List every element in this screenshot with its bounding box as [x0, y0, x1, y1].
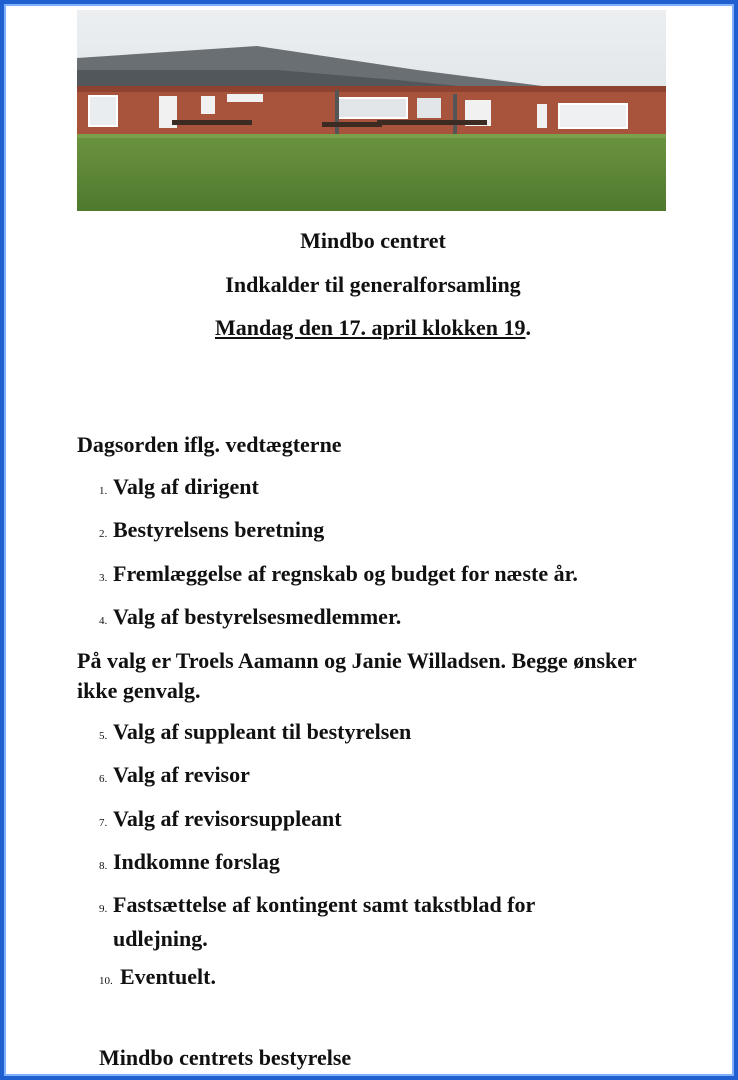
- agenda-item: [99, 717, 699, 751]
- agenda-item-text: Fastsættelse af kontingent samt takstblad for: [113, 892, 536, 917]
- agenda-item-text: Valg af dirigent: [113, 474, 259, 499]
- agenda-item-number: 4.: [99, 615, 108, 627]
- agenda-item: [99, 472, 699, 506]
- agenda-item-number: 7.: [99, 817, 108, 829]
- meeting-date: [4, 315, 738, 341]
- agenda-item-number: 8.: [99, 860, 108, 872]
- agenda-item-number: 3.: [99, 572, 108, 584]
- agenda-item-text: Valg af bestyrelsesmedlemmer.: [113, 604, 402, 629]
- agenda-item: [99, 515, 699, 549]
- agenda-item: [99, 962, 699, 996]
- agenda-item-text: Indkomne forslag: [113, 849, 280, 874]
- agenda-item: [99, 559, 699, 593]
- agenda-item: [99, 804, 699, 838]
- meeting-date-text: Mandag den 17. april klokken 19: [214, 315, 526, 340]
- invitation-heading: Indkalder til generalforsamling: [225, 272, 521, 297]
- agenda-item: [99, 760, 699, 794]
- community-center-photo: [77, 10, 666, 211]
- agenda-item-number: 2.: [99, 528, 108, 540]
- election-note: På valg er Troels Aamann og Janie Willadsen. Begge ønsker ikke genvalg.: [77, 648, 637, 703]
- agenda-item: [99, 890, 699, 954]
- agenda-item-text: Valg af suppleant til bestyrelsen: [113, 719, 412, 744]
- agenda-item-number: 6.: [99, 773, 108, 785]
- agenda-item-text-continued: udlejning.: [113, 926, 208, 951]
- agenda-item-number: 9.: [99, 903, 108, 915]
- agenda-item: [99, 847, 699, 881]
- agenda-item-text: Bestyrelsens beretning: [113, 517, 325, 542]
- agenda-title: Dagsorden iflg. vedtægterne: [77, 432, 342, 457]
- agenda-item-text: Fremlæggelse af regnskab og budget for næste år.: [113, 561, 578, 586]
- organization-name: Mindbo centret: [300, 228, 446, 253]
- agenda-item-number: 10.: [99, 975, 113, 987]
- agenda-item-text: Valg af revisor: [113, 762, 250, 787]
- signature: Mindbo centrets bestyrelse: [99, 1045, 352, 1070]
- agenda-item: [99, 602, 699, 636]
- meeting-date-suffix: .: [525, 315, 531, 340]
- agenda-item-number: 1.: [99, 485, 108, 497]
- agenda-item-text: Valg af revisorsuppleant: [113, 806, 342, 831]
- agenda-item-number: 5.: [99, 730, 108, 742]
- agenda-item-text: Eventuelt.: [120, 964, 216, 989]
